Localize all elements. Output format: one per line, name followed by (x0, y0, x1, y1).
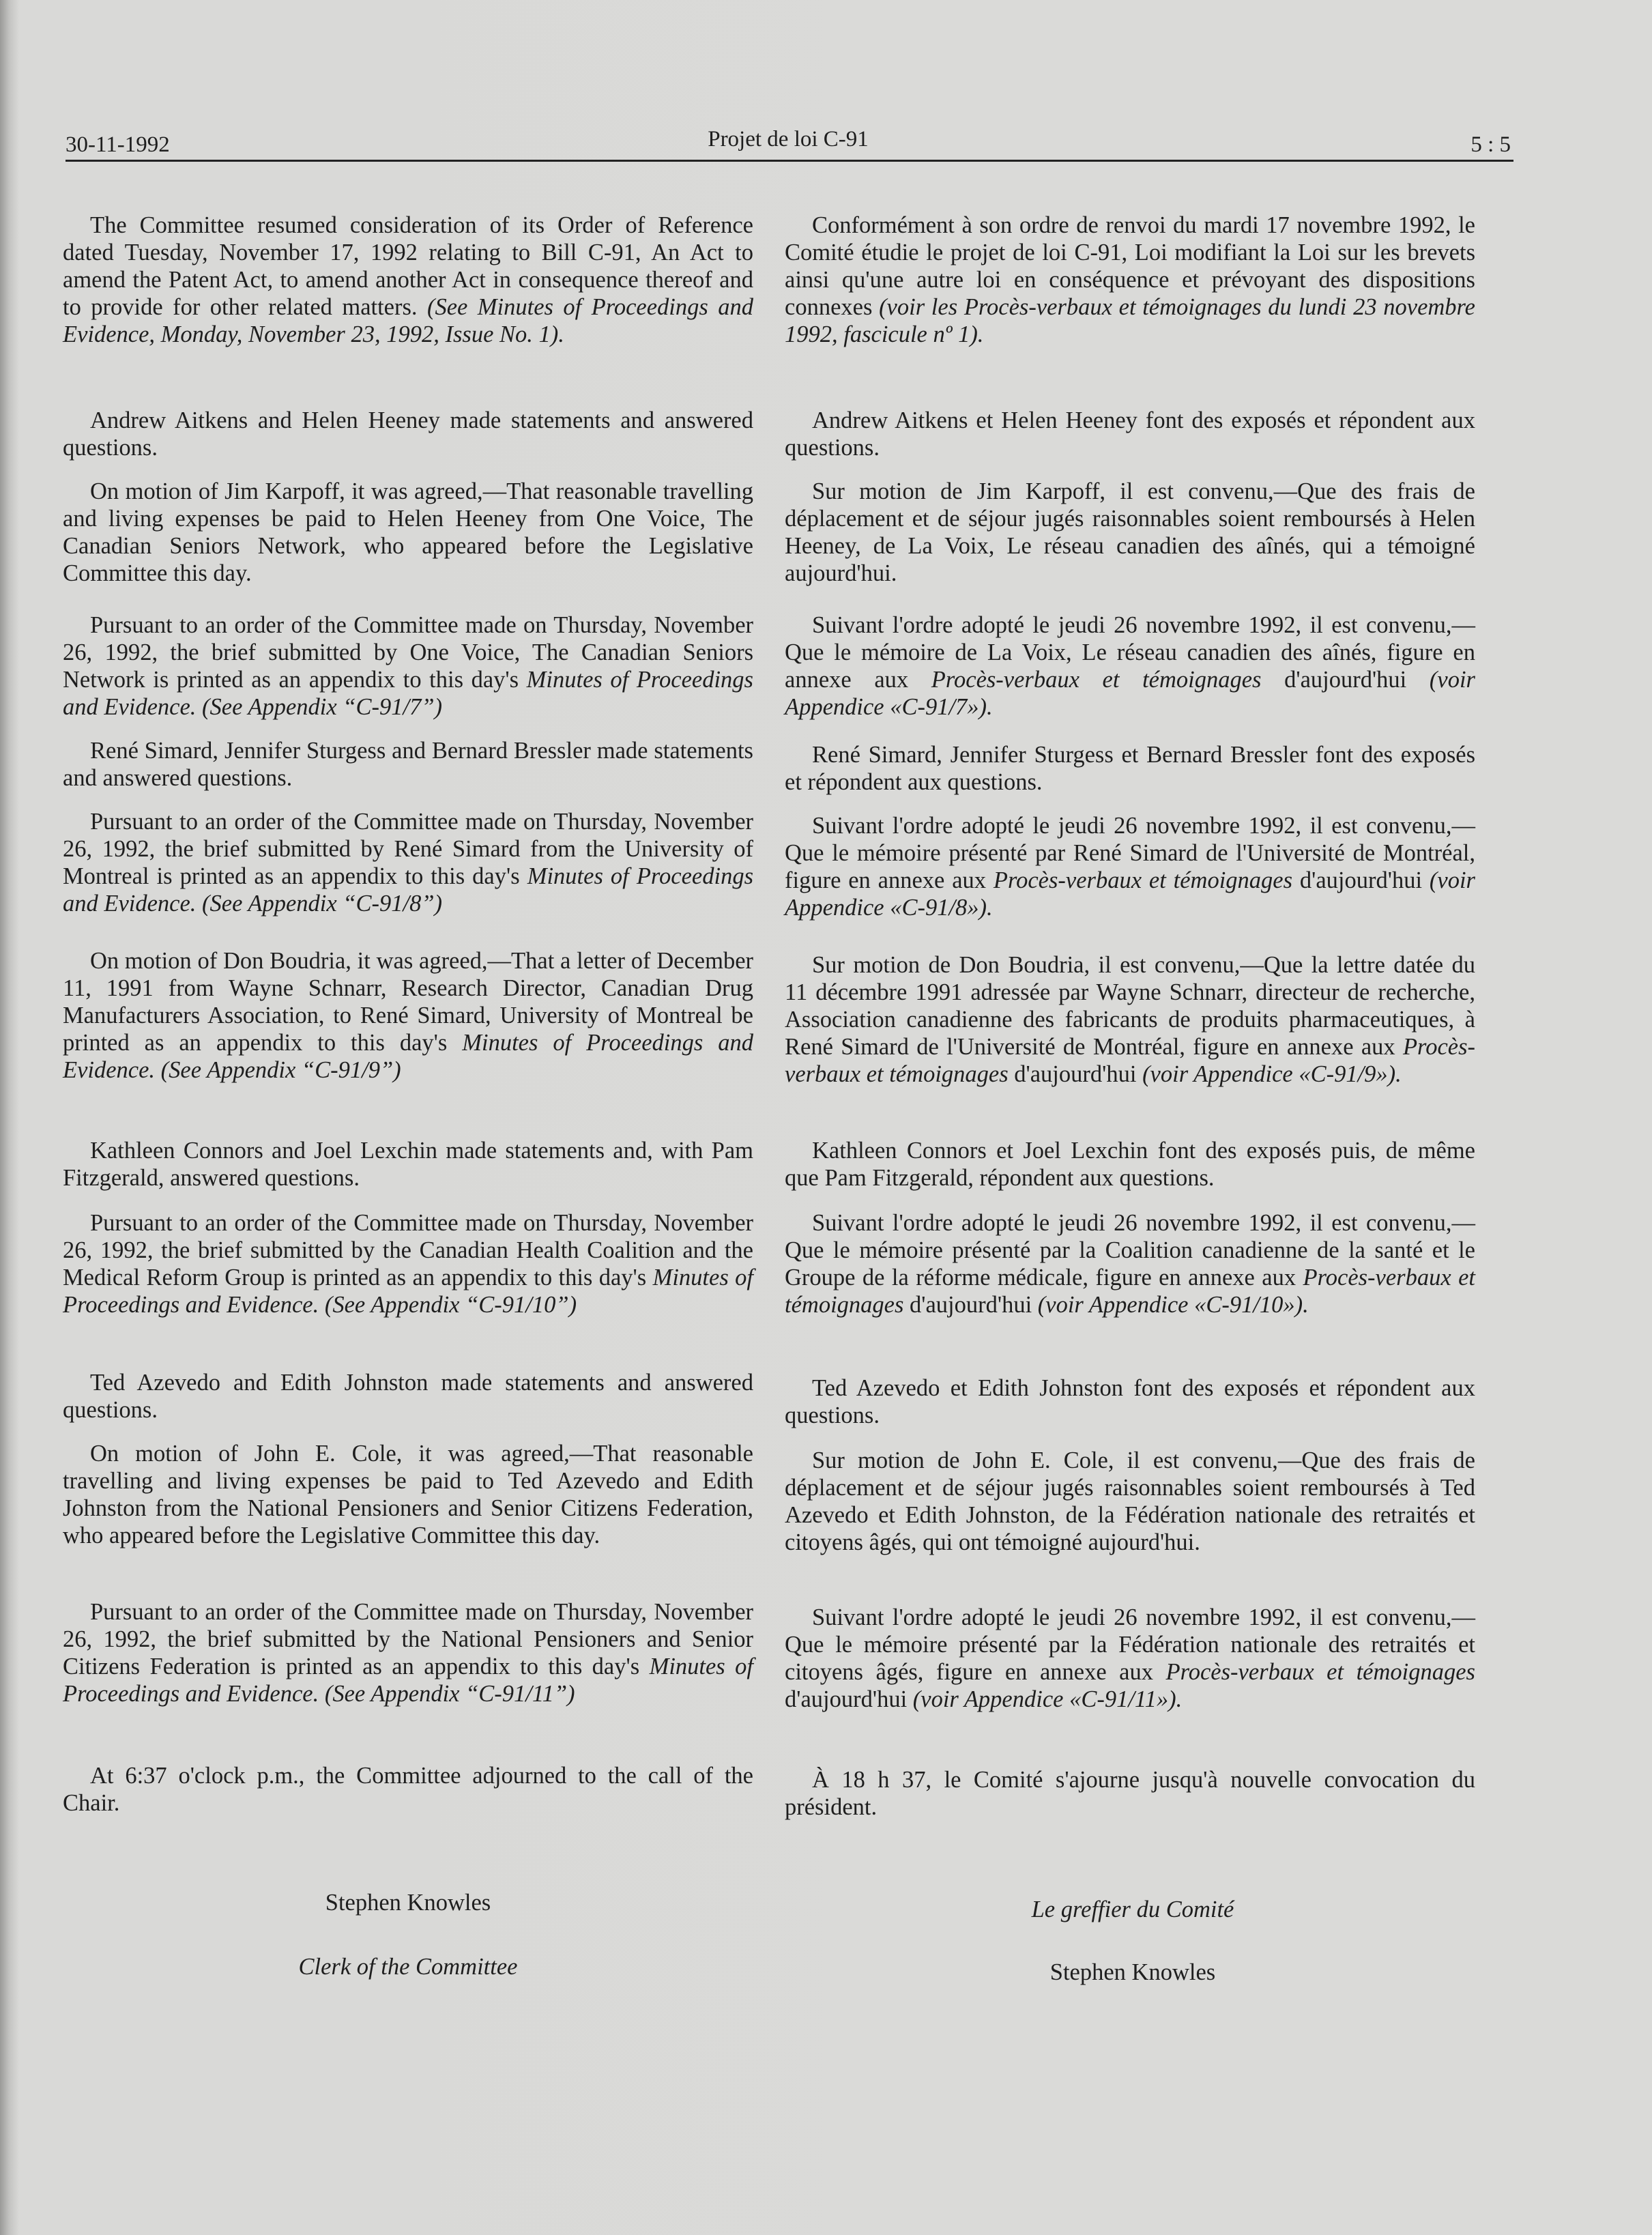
en-paragraph-4: Pursuant to an order of the Committee made on Thursday, November 26, 1992, the brief submitted by One Voice, The Canadian Seniors Network is printed as an appendix to this day's Minutes of Proceedings and Evidence. (See Appendix “C-91/7”) (63, 612, 753, 720)
fr-paragraph-7: Sur motion de Don Boudria, il est convenu,—Que la lettre datée du 11 décembre 1991 adressée par Wayne Schnarr, directeur de recherche, Association canadienne des fabricants de produits pharmaceutiques, à René Simard de l'Université de Montréal, figure en annexe aux Procès-verbaux et témoignages d'aujourd'hui (voir Appendice «C-91/9»). (785, 952, 1475, 1087)
fr-paragraph-10: Ted Azevedo et Edith Johnston font des exposés et répondent aux questions. (785, 1375, 1475, 1428)
fr-signature-name: Stephen Knowles (1049, 1959, 1216, 1985)
fr-signature-title: Le greffier du Comité (1031, 1897, 1234, 1922)
en-paragraph-13: At 6:37 o'clock p.m., the Committee adjourned to the call of the Chair. (63, 1763, 753, 1816)
fr-paragraph-13: À 18 h 37, le Comité s'ajourne jusqu'à nouvelle convocation du président. (785, 1767, 1475, 1820)
en-paragraph-3: On motion of Jim Karpoff, it was agreed,—That reasonable travelling and living expenses be paid to Helen Heeney from One Voice, The Canadian Seniors Network, who appeared before the Legislative Committee this day. (63, 478, 753, 586)
en-paragraph-1: The Committee resumed consideration of its Order of Reference dated Tuesday, November 17, 1992 relating to Bill C-91, An Act to amend the Patent Act, to amend another Act in consequence thereof and to provide for other related matters. (See Minutes of Proceedings and Evidence, Monday, November 23, 1992, Issue No. 1). (63, 212, 753, 347)
page-header (66, 127, 1511, 162)
fr-paragraph-6: Suivant l'ordre adopté le jeudi 26 novembre 1992, il est convenu,—Que le mémoire présenté par René Simard de l'Université de Montréal, figure en annexe aux Procès-verbaux et témoignages d'aujourd'hui (voir Appendice «C-91/8»). (785, 813, 1475, 921)
fr-paragraph-8: Kathleen Connors et Joel Lexchin font des exposés puis, de même que Pam Fitzgerald, répondent aux questions. (785, 1138, 1475, 1191)
en-signature-title: Clerk of the Committee (298, 1954, 518, 1980)
en-paragraph-10: Ted Azevedo and Edith Johnston made statements and answered questions. (63, 1370, 753, 1423)
fr-paragraph-9: Suivant l'ordre adopté le jeudi 26 novembre 1992, il est convenu,—Que le mémoire présenté par la Coalition canadienne de la santé et le Groupe de la réforme médicale, figure en annexe aux Procès-verbaux et témoignages d'aujourd'hui (voir Appendice «C-91/10»). (785, 1210, 1475, 1318)
en-paragraph-11: On motion of John E. Cole, it was agreed,—That reasonable travelling and living expenses be paid to Ted Azevedo and Edith Johnston from the National Pensioners and Senior Citizens Federation, who appeared before the Legislative Committee this day. (63, 1441, 753, 1548)
en-paragraph-2: Andrew Aitkens and Helen Heeney made statements and answered questions. (63, 407, 753, 461)
fr-paragraph-2: Andrew Aitkens et Helen Heeney font des exposés et répondent aux questions. (785, 407, 1475, 461)
fr-paragraph-1: Conformément à son ordre de renvoi du mardi 17 novembre 1992, le Comité étudie le projet de loi C-91, Loi modifiant la Loi sur les brevets ainsi qu'une autre loi en conséquence et prévoyant des dispositions connexes (voir les Procès-verbaux et témoignages du lundi 23 novembre 1992, fascicule nº 1). (785, 212, 1475, 347)
fr-paragraph-12: Suivant l'ordre adopté le jeudi 26 novembre 1992, il est convenu,—Que le mémoire présenté par la Fédération nationale des retraités et citoyens âgés, figure en annexe aux Procès-verbaux et témoignages d'aujourd'hui (voir Appendice «C-91/11»). (785, 1604, 1475, 1712)
en-paragraph-9: Pursuant to an order of the Committee made on Thursday, November 26, 1992, the brief submitted by the Canadian Health Coalition and the Medical Reform Group is printed as an appendix to this day's Minutes of Proceedings and Evidence. (See Appendix “C-91/10”) (63, 1210, 753, 1318)
fr-paragraph-4: Suivant l'ordre adopté le jeudi 26 novembre 1992, il est convenu,—Que le mémoire de La Voix, Le réseau canadien des aînés, figure en annexe aux Procès-verbaux et témoignages d'aujourd'hui (voir Appendice «C-91/7»). (785, 612, 1475, 720)
fr-paragraph-3: Sur motion de Jim Karpoff, il est convenu,—Que des frais de déplacement et de séjour jugés raisonnables soient remboursés à Helen Heeney, de La Voix, Le réseau canadien des aînés, qui a témoigné aujourd'hui. (785, 478, 1475, 586)
en-paragraph-12: Pursuant to an order of the Committee made on Thursday, November 26, 1992, the brief submitted by the National Pensioners and Senior Citizens Federation is printed as an appendix to this day's Minutes of Proceedings and Evidence. (See Appendix “C-91/11”) (63, 1599, 753, 1707)
en-paragraph-6: Pursuant to an order of the Committee made on Thursday, November 26, 1992, the brief submitted by René Simard from the University of Montreal is printed as an appendix to this day's Minutes of Proceedings and Evidence. (See Appendix “C-91/8”) (63, 809, 754, 917)
en-paragraph-5: René Simard, Jennifer Sturgess and Bernard Bressler made statements and answered questions. (63, 738, 753, 791)
header-page-number: 5 : 5 (1470, 132, 1511, 157)
header-title: Projet de loi C-91 (708, 127, 869, 152)
fr-paragraph-11: Sur motion de John E. Cole, il est convenu,—Que des frais de déplacement et de séjour jugés raisonnables soient remboursés à Ted Azevedo et Edith Johnston, de la Fédération nationale des retraités et citoyens âgés, qui ont témoigné aujourd'hui. (785, 1447, 1475, 1555)
en-paragraph-8: Kathleen Connors and Joel Lexchin made statements and, with Pam Fitzgerald, answered questions. (63, 1138, 753, 1191)
header-date: 30-11-1992 (66, 132, 170, 157)
en-signature-name: Stephen Knowles (325, 1890, 491, 1916)
header-rule (66, 160, 1513, 162)
fr-paragraph-5: René Simard, Jennifer Sturgess et Bernard Bressler font des exposés et répondent aux questions. (785, 742, 1475, 795)
en-paragraph-7: On motion of Don Boudria, it was agreed,—That a letter of December 11, 1991 from Wayne Schnarr, Research Director, Canadian Drug Manufacturers Association, to René Simard, University of Montreal be printed as an appendix to this day's Minutes of Proceedings and Evidence. (See Appendix “C-91/9”) (63, 948, 753, 1083)
